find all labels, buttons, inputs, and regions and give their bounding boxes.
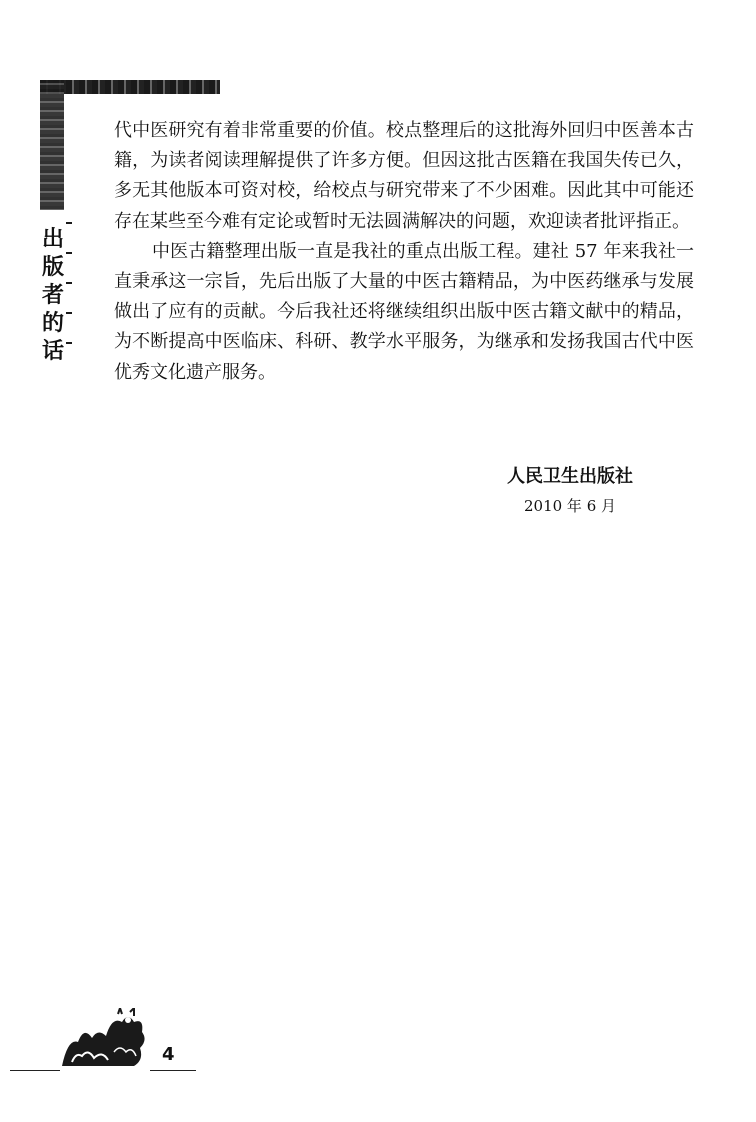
paragraph: 中医古籍整理出版一直是我社的重点出版工程。建社 57 年来我社一直秉承这一宗旨，先后出版了大量的中医古籍精品，为中医药继承与发展做出了应有的贡献。今后我社还将继续组织出版中医古籍文献中的精品，为不断提高中医临床、科研、教学水平服务，为继承和发扬我国古代中医优秀文化遗产服务。 xyxy=(114,240,694,383)
section-label-char: 者 xyxy=(41,283,64,308)
dragon-ornament-icon xyxy=(58,1008,150,1070)
footer-rule-left xyxy=(10,1070,60,1071)
publication-date: 2010 年 6 月 xyxy=(523,497,617,515)
section-label-char: 话 xyxy=(41,339,64,364)
paragraph: 代中医研究有着非常重要的价值。校点整理后的这批海外回归中医善本古籍，为读者阅读理解提供了许多方便。但因这批古医籍在我国失传已久，多无其他版本可资对校，给校点与研究带来了不少困难。因此其中可能还存在某些至今难有定论或暂时无法圆满解决的问题，欢迎读者批评指正。 xyxy=(114,120,694,232)
section-label-char: 的 xyxy=(41,311,64,336)
footer-rule-right xyxy=(150,1070,196,1071)
section-label-char: 版 xyxy=(41,255,64,280)
section-label-char: 出 xyxy=(41,227,64,252)
section-label xyxy=(41,226,65,366)
side-label-bracket xyxy=(66,222,72,354)
body-text xyxy=(114,116,694,388)
signature-block xyxy=(480,464,660,518)
side-decorative-bar xyxy=(40,80,64,210)
header-decorative-bar xyxy=(40,80,220,94)
publisher-name: 人民卫生出版社 xyxy=(507,466,633,487)
page-number: 4 xyxy=(162,1044,175,1065)
